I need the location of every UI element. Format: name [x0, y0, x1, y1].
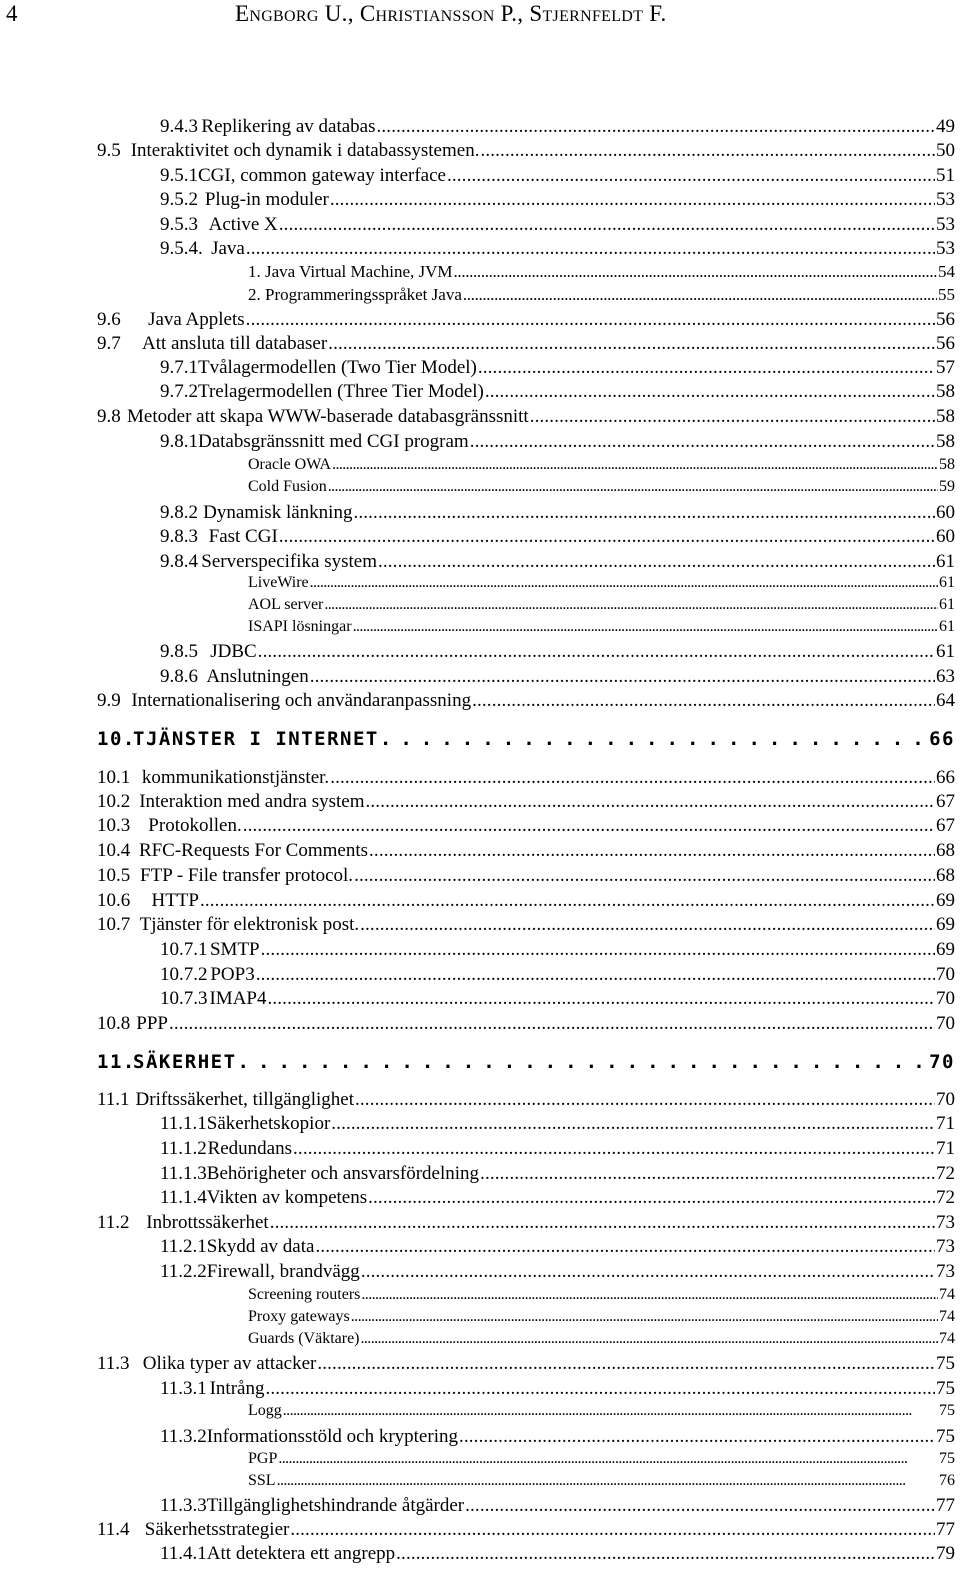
toc-entry-page: 75	[936, 1426, 955, 1447]
dot-leader	[361, 1286, 938, 1304]
toc-entry-title: Att detektera ett angrepp	[206, 1543, 396, 1564]
toc-entry	[160, 381, 955, 405]
toc-entry-title: Internationalisering och användaranpassning	[131, 690, 472, 711]
dot-leader	[246, 309, 935, 331]
toc-entry-page: 53	[936, 214, 955, 235]
toc-entry-title: Behörigheter och ansvarsfördelning	[206, 1163, 480, 1184]
toc-entry-title: Java	[211, 238, 245, 259]
toc-entry-page: 74	[939, 1308, 955, 1325]
toc-entry-number: 10.4	[97, 840, 131, 861]
dot-leader	[331, 1113, 935, 1135]
toc-entry-number: 11.4.1	[160, 1543, 207, 1564]
toc-entry-number: 10.7	[97, 914, 131, 935]
toc-entry-number: 11.2	[97, 1212, 130, 1233]
toc-entry	[160, 526, 955, 550]
dot-leader	[246, 238, 935, 260]
toc-entry	[160, 1495, 955, 1519]
toc-entry-page: 57	[936, 357, 955, 378]
toc-entry-title: Skydd av data	[206, 1236, 315, 1257]
dot-leader	[480, 1163, 935, 1185]
toc-entry-number: 9.7.2	[160, 381, 198, 402]
dot-leader	[465, 1495, 935, 1517]
dot-leader	[463, 285, 937, 305]
dot-leader	[330, 767, 935, 789]
toc-entry	[97, 406, 955, 430]
toc-entry-page: 66	[936, 767, 955, 788]
toc-entry-number: 9.7.1	[160, 357, 198, 378]
toc-entry	[248, 574, 955, 598]
toc-entry-page: 56	[936, 333, 955, 354]
toc-entry-title: Tvålagermodellen (Two Tier Model)	[198, 357, 477, 378]
page-number: 4	[6, 1, 18, 26]
toc-entry-number: 9.8.6	[160, 666, 198, 687]
page-header	[0, 0, 960, 40]
toc-entry-number: 11.	[97, 1051, 136, 1073]
toc-entry-number: 11.3.3	[160, 1495, 207, 1516]
toc-entry-number: 10.1	[97, 767, 131, 788]
dot-leader	[243, 815, 935, 837]
toc-entry	[97, 1051, 955, 1075]
toc-entry-title: Logg	[248, 1402, 282, 1419]
dot-leader	[351, 1308, 938, 1326]
toc-entry	[248, 596, 955, 620]
toc-entry-number: 10.7.2	[160, 964, 208, 985]
dot-leader	[265, 1378, 935, 1400]
dot-leader	[368, 1187, 935, 1209]
toc-entry-title: POP3	[210, 964, 255, 985]
toc-entry-page: 53	[936, 238, 955, 259]
toc-entry-page: 69	[936, 890, 955, 911]
toc-entry-number: 9.4.3	[160, 116, 198, 137]
toc-entry	[160, 1236, 955, 1260]
toc-entry	[97, 1519, 955, 1543]
dot-leader	[530, 406, 935, 428]
dot-leader	[279, 526, 935, 548]
toc-entry	[248, 456, 955, 480]
dot-leader	[472, 690, 935, 712]
toc-entry-number: 9.5.2	[160, 189, 198, 210]
toc-entry-page: 67	[936, 791, 955, 812]
dot-leader	[332, 456, 938, 474]
toc-entry	[160, 214, 955, 238]
toc-entry-page: 71	[936, 1113, 955, 1134]
dot-leader	[270, 1212, 935, 1234]
toc-entry-number: 9.8.4	[160, 551, 198, 572]
toc-entry-title: SSL	[248, 1472, 276, 1489]
toc-entry-title: Interaktivitet och dynamik i databassystemen.	[130, 140, 480, 161]
toc-entry-page: 56	[936, 309, 955, 330]
toc-entry-title: Metoder att skapa WWW-baserade databasgränssnitt	[127, 406, 529, 427]
toc-entry	[248, 1286, 955, 1310]
toc-entry-number: 10.2	[97, 791, 131, 812]
toc-entry	[97, 840, 955, 864]
toc-entry-title: Redundans	[207, 1138, 293, 1159]
toc-entry-page: 70	[936, 988, 955, 1009]
toc-entry-title: TJÄNSTER I INTERNET	[133, 728, 379, 750]
toc-entry-title: Proxy gateways	[248, 1308, 350, 1325]
toc-entry-title: Informationsstöld och kryptering	[206, 1426, 458, 1447]
toc-entry-page: 70	[936, 964, 955, 985]
toc-entry	[248, 285, 955, 309]
toc-entry	[160, 551, 955, 575]
toc-entry-number: 11.2.1	[160, 1236, 207, 1257]
dot-leader	[238, 1051, 929, 1073]
toc-entry-page: 74	[939, 1330, 955, 1347]
toc-entry	[160, 1426, 955, 1450]
toc-entry	[160, 165, 955, 189]
toc-entry	[160, 238, 955, 262]
dot-leader	[361, 1261, 935, 1283]
toc-entry-page: 61	[936, 551, 955, 572]
toc-entry	[160, 1261, 955, 1285]
toc-entry-number: 11.1.4	[160, 1187, 207, 1208]
dot-leader	[328, 333, 935, 355]
toc-entry-title: Java Applets	[148, 309, 245, 330]
toc-entry	[160, 988, 955, 1012]
dot-leader	[310, 666, 935, 688]
toc-entry-title: CGI, common gateway interface	[198, 165, 446, 186]
running-title: Engborg U., Christiansson P., Stjernfeldt F.	[235, 1, 667, 26]
dot-leader	[279, 214, 935, 236]
toc-entry	[160, 1163, 955, 1187]
toc-entry-number: 9.7	[97, 333, 121, 354]
toc-entry-title: Fast CGI	[208, 526, 278, 547]
toc-entry-page: 70	[929, 1051, 955, 1073]
toc-entry-page: 75	[939, 1402, 955, 1419]
toc-entry-number: 9.5.3	[160, 214, 198, 235]
toc-entry-number: 11.3	[97, 1353, 130, 1374]
dot-leader	[317, 1353, 935, 1375]
toc-entry-page: 77	[936, 1519, 955, 1540]
dot-leader	[480, 140, 935, 162]
dot-leader	[200, 890, 935, 912]
toc-entry-title: IMAP4	[209, 988, 267, 1009]
toc-entry-title: FTP - File transfer protocol.	[140, 865, 354, 886]
toc-entry	[248, 1330, 955, 1354]
toc-entry-title: RFC-Requests For Comments	[138, 840, 369, 861]
toc-entry-page: 70	[936, 1013, 955, 1034]
toc-entry	[97, 309, 955, 333]
toc-entry-page: 75	[936, 1378, 955, 1399]
toc-entry-number: 9.5.4.	[160, 238, 203, 259]
toc-entry-title: Anslutningen	[206, 666, 309, 687]
toc-entry-title: Interaktion med andra system	[139, 791, 365, 812]
dot-leader	[315, 1236, 935, 1258]
dot-leader	[261, 939, 935, 961]
toc-entry	[160, 641, 955, 665]
toc-entry-title: Screening routers	[248, 1286, 361, 1303]
toc-entry-page: 64	[936, 690, 955, 711]
dot-leader	[353, 502, 935, 524]
toc-entry	[160, 116, 955, 140]
toc-entry-title: Intrång	[209, 1378, 265, 1399]
toc-entry-number: 11.1	[97, 1089, 130, 1110]
toc-entry	[160, 189, 955, 213]
toc-entry-title: Oracle OWA	[248, 456, 332, 473]
toc-entry-page: 69	[936, 914, 955, 935]
dot-leader	[485, 381, 935, 403]
toc-entry-number: 11.1.1	[160, 1113, 207, 1134]
toc-entry-number: 10.7.3	[160, 988, 208, 1009]
toc-entry-title: Protokollen.	[148, 815, 242, 836]
toc-entry-page: 61	[939, 596, 955, 613]
toc-entry-number: 10.7.1	[160, 939, 208, 960]
toc-entry-title: HTTP	[151, 890, 199, 911]
toc-entry	[97, 865, 955, 889]
toc-entry-title: Vikten av kompetens	[206, 1187, 368, 1208]
dot-leader	[267, 988, 935, 1010]
dot-leader	[324, 596, 938, 614]
dot-leader	[378, 551, 935, 573]
toc-entry	[248, 1402, 955, 1426]
toc-entry	[97, 728, 955, 752]
toc-entry-page: 63	[936, 666, 955, 687]
toc-entry-page: 58	[936, 431, 955, 452]
toc-entry	[97, 333, 955, 357]
toc-entry	[97, 1013, 955, 1037]
toc-entry-title: PPP	[136, 1013, 168, 1034]
toc-entry-page: 72	[936, 1187, 955, 1208]
toc-entry-page: 71	[936, 1138, 955, 1159]
dot-leader	[478, 357, 935, 379]
toc-entry	[160, 502, 955, 526]
toc-entry	[160, 939, 955, 963]
toc-entry-page: 58	[936, 381, 955, 402]
toc-entry-page: 66	[929, 728, 955, 750]
toc-entry-page: 67	[936, 815, 955, 836]
toc-entry-page: 61	[939, 618, 955, 635]
toc-entry-page: 60	[936, 526, 955, 547]
toc-entry-title: Firewall, brandvägg	[206, 1261, 360, 1282]
toc-entry-page: 79	[936, 1543, 955, 1564]
dot-leader	[377, 116, 936, 138]
toc-entry	[248, 1308, 955, 1332]
toc-entry-title: AOL server	[248, 596, 324, 613]
toc-entry-page: 77	[936, 1495, 955, 1516]
toc-entry	[248, 618, 955, 642]
toc-entry-number: 9.9	[97, 690, 121, 711]
toc-entry-title: Trelagermodellen (Three Tier Model)	[198, 381, 484, 402]
toc-entry-title: SÄKERHET	[133, 1051, 237, 1073]
dot-leader	[454, 262, 937, 282]
toc-entry-title: Tillgänglighetshindrande åtgärder	[206, 1495, 465, 1516]
toc-entry-page: 73	[936, 1236, 955, 1257]
toc-entry-title: kommunikationstjänster.	[141, 767, 330, 788]
dot-leader	[258, 641, 935, 663]
toc-entry-number: 9.6	[97, 309, 121, 330]
toc-entry	[160, 357, 955, 381]
toc-entry-page: 59	[939, 478, 955, 495]
toc-entry-title: LiveWire	[248, 574, 309, 591]
toc-entry-number: 10.6	[97, 890, 131, 911]
toc-entry	[97, 767, 955, 791]
toc-entry-title: Replikering av databas	[201, 116, 376, 137]
toc-entry-title: Cold Fusion	[248, 478, 327, 495]
toc-entry	[248, 478, 955, 502]
toc-entry	[97, 690, 955, 714]
dot-leader	[310, 574, 938, 592]
toc-entry-page: 58	[936, 406, 955, 427]
dot-leader	[169, 1013, 935, 1035]
toc-entry-number: 11.3.1	[160, 1378, 207, 1399]
toc-entry-page: 55	[938, 285, 955, 304]
toc-entry	[97, 791, 955, 815]
toc-entry-number: 9.8.3	[160, 526, 198, 547]
dot-leader	[278, 1450, 938, 1468]
toc-entry-title: Tjänster för elektronisk post.	[139, 914, 360, 935]
toc-entry	[248, 262, 955, 286]
toc-entry-page: 73	[936, 1261, 955, 1282]
toc-entry-number: 10.5	[97, 865, 131, 886]
toc-entry-number: 10.	[97, 728, 136, 750]
toc-entry-title: 1. Java Virtual Machine, JVM	[248, 262, 453, 281]
toc-entry-title: JDBC	[210, 641, 257, 662]
toc-entry-title: ISAPI lösningar	[248, 618, 352, 635]
toc-entry-number: 9.5.1	[160, 165, 198, 186]
toc-entry	[248, 1450, 955, 1474]
toc-entry-page: 68	[936, 865, 955, 886]
toc-entry-page: 70	[936, 1089, 955, 1110]
toc-entry-number: 11.4	[97, 1519, 130, 1540]
toc-entry-page: 68	[936, 840, 955, 861]
toc-entry-page: 75	[936, 1353, 955, 1374]
toc-entry-number: 11.2.2	[160, 1261, 207, 1282]
dot-leader	[459, 1426, 935, 1448]
toc-entry-page: 72	[936, 1163, 955, 1184]
toc-entry-page: 58	[939, 456, 955, 473]
toc-entry	[97, 890, 955, 914]
toc-entry-page: 51	[936, 165, 955, 186]
toc-entry	[97, 1212, 955, 1236]
dot-leader	[256, 964, 935, 986]
toc-entry-page: 60	[936, 502, 955, 523]
toc-entry-page: 61	[936, 641, 955, 662]
dot-leader	[380, 728, 928, 750]
toc-entry-number: 11.1.3	[160, 1163, 207, 1184]
dot-leader	[354, 865, 935, 887]
toc-entry-number: 9.8.2	[160, 502, 198, 523]
toc-entry-title: 2. Programmeringsspråket Java	[248, 285, 462, 304]
toc-entry-page: 50	[936, 140, 955, 161]
dot-leader	[369, 840, 935, 862]
toc-entry-page: 61	[939, 574, 955, 591]
toc-entry-page: 49	[936, 116, 955, 137]
toc-entry-page: 53	[936, 189, 955, 210]
toc-entry-title: PGP	[248, 1450, 278, 1467]
toc-entry-title: Inbrottssäkerhet	[146, 1212, 269, 1233]
dot-leader	[293, 1138, 935, 1160]
dot-leader	[328, 478, 938, 496]
dot-leader	[447, 165, 935, 187]
toc-entry-title: Att ansluta till databaser	[141, 333, 328, 354]
toc-entry-number: 9.8	[97, 406, 121, 427]
toc-entry	[97, 1089, 955, 1113]
toc-entry	[97, 1353, 955, 1377]
toc-entry-page: 74	[939, 1286, 955, 1303]
dot-leader	[353, 618, 938, 636]
toc-entry-number: 9.8.5	[160, 641, 198, 662]
toc-entry-title: Active X	[208, 214, 278, 235]
toc-entry-number: 11.3.2	[160, 1426, 207, 1447]
toc-entry-title: Dynamisk länkning	[203, 502, 353, 523]
toc-entry-title: Driftssäkerhet, tillgänglighet	[135, 1089, 354, 1110]
toc-entry-title: Plug-in moduler	[204, 189, 329, 210]
toc-entry	[248, 1472, 955, 1496]
toc-entry-number: 10.3	[97, 815, 131, 836]
toc-entry	[160, 1113, 955, 1137]
toc-entry-number: 9.8.1	[160, 431, 198, 452]
toc-entry-page: 54	[938, 262, 955, 281]
toc-entry-title: Säkerhetsstrategier	[144, 1519, 290, 1540]
dot-leader	[330, 189, 935, 211]
toc-entry	[160, 431, 955, 455]
toc-entry	[160, 666, 955, 690]
toc-entry-page: 73	[936, 1212, 955, 1233]
toc-entry-page: 76	[939, 1472, 955, 1489]
toc-entry-title: Databsgränssnitt med CGI program	[198, 431, 469, 452]
dot-leader	[290, 1519, 935, 1541]
dot-leader	[360, 914, 935, 936]
dot-leader	[277, 1472, 938, 1490]
toc-entry-title: Guards (Väktare)	[248, 1330, 360, 1347]
toc-entry-title: SMTP	[209, 939, 260, 960]
dot-leader	[470, 431, 935, 453]
toc-entry-title: Serverspecifika system	[201, 551, 377, 572]
toc-entry	[160, 964, 955, 988]
toc-entry-page: 69	[936, 939, 955, 960]
toc-entry-number: 10.8	[97, 1013, 131, 1034]
toc-entry	[97, 140, 955, 164]
dot-leader	[361, 1330, 939, 1348]
toc-entry	[97, 815, 955, 839]
toc-entry	[160, 1378, 955, 1402]
dot-leader	[366, 791, 936, 813]
toc-entry-number: 9.5	[97, 140, 121, 161]
toc-entry-page: 75	[939, 1450, 955, 1467]
dot-leader	[283, 1402, 938, 1420]
toc-entry	[160, 1187, 955, 1211]
toc-entry	[160, 1138, 955, 1162]
dot-leader	[396, 1543, 935, 1565]
toc-entry-title: Olika typer av attacker	[142, 1353, 317, 1374]
toc-entry	[97, 914, 955, 938]
toc-entry-number: 11.1.2	[160, 1138, 207, 1159]
toc-entry	[160, 1543, 955, 1567]
dot-leader	[355, 1089, 935, 1111]
toc-entry-title: Säkerhetskopior	[206, 1113, 331, 1134]
